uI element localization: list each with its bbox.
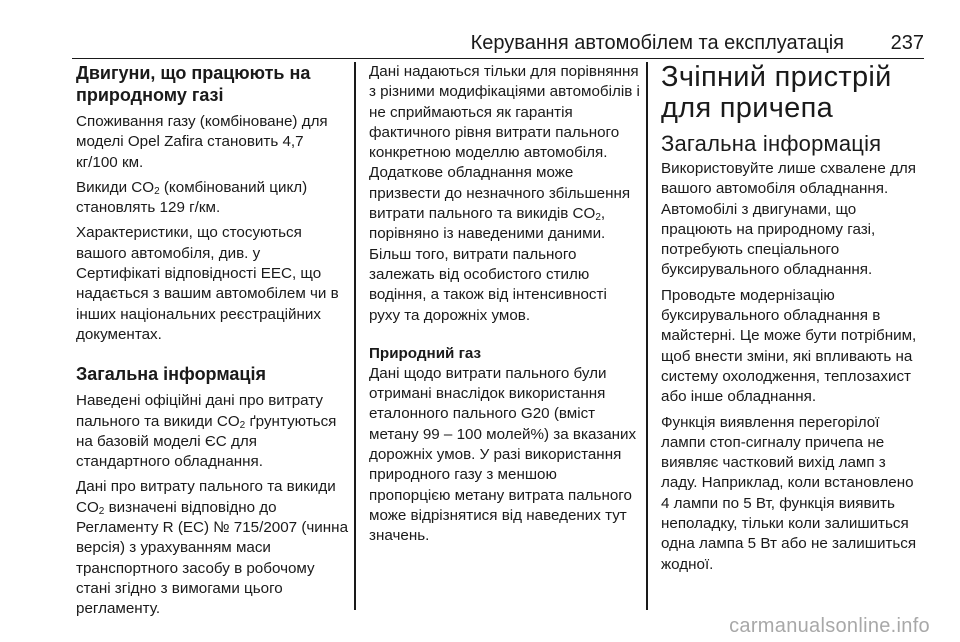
paragraph-comparison-data: Дані надаються тільки для порівняння з різними модифікаціями автомобілів і не сприймаються як гарантія фактичного рівня витрати пального конкретною моделлю автомобіля. Додаткове обладнання може призвести до незначного збільшення витрати пального та викидів $CO_2$, порівняно із наведеними даними. Більш того, витрати пального залежать від особистого стилю водіння, а також від інтенсивності руху та дорожніх умов. bbox=[369, 63, 640, 324]
column-divider-left bbox=[354, 62, 356, 610]
page-header bbox=[72, 0, 924, 59]
column-divider-right bbox=[646, 62, 648, 610]
paragraph-bulb-detection: Функція виявлення перегорілої лампи стоп-сигналу причепа не виявляє частковий вихід ламп з ладу. Наприклад, коли встановлено 4 лампи по 5 Вт, функція виявить неполадку, тільки коли залишиться одна лампа 5 Вт або не залишиться жодної. bbox=[661, 413, 917, 573]
section-heading-gas-engines: Двигуни, що працюють на природному газі bbox=[76, 63, 311, 105]
column-left bbox=[76, 62, 348, 625]
chapter-title-towing: Зчіпний пристрій для причепа bbox=[661, 61, 892, 124]
section-heading-general-info: Загальна інформація bbox=[76, 364, 266, 385]
paragraph-natural-gas: Дані щодо витрати пального були отримані внаслідок використання еталонного пального G20 (вміст метану 99 – 100 молей%) за вказаних дорожніх умов. У разі використання природного газу з меншою пропорцією метану витрата пального може відрізнятися від наведених тут значень. bbox=[369, 364, 637, 545]
paragraph-regulation: Дані про витрату пального та викиди $CO_2$ визначені відповідно до Регламенту R (ЕС) № 715/2007 (чинна версія) з урахуванням маси транспортного засобу в робочому стані згідно з вимогами цього регламенту. bbox=[76, 478, 349, 618]
section-heading-natural-gas: Природний газ bbox=[369, 344, 482, 362]
page-number: 237 bbox=[890, 32, 924, 54]
paragraph-co2-emissions: Викиди $CO_2$ (комбінований цикл) становлять 129 г/км. bbox=[76, 178, 308, 217]
header-title: Керування автомобілем та експлуатація bbox=[470, 32, 844, 54]
column-right bbox=[661, 62, 925, 580]
paragraph-retrofitting: Проводьте модернізацію буксирувального обладнання в майстерні. Це може бути потрібним, щоб внести зміни, які впливають на систему охолодження, теплозахист або інше обладнання. bbox=[661, 286, 917, 406]
paragraph-official-data: Наведені офіційні дані про витрату пального та викиди $CO_2$ ґрунтуються на базовій моделі ЄС для стандартного обладнання. bbox=[76, 392, 337, 471]
section-heading-general-info-towing: Загальна інформація bbox=[661, 131, 882, 156]
watermark-text: carmanualsonline.info bbox=[729, 615, 930, 637]
column-middle bbox=[369, 62, 641, 552]
paragraph-gas-consumption: Споживання газу (комбіноване) для моделі Opel Zafira становить 4,7 кг/100 км. bbox=[76, 113, 328, 171]
paragraph-characteristics: Характеристики, що стосуються вашого автомобіля, див. у Сертифікаті відповідності ЕЕС, що надається з вашим автомобілем чи в інших національних реєстраційних документах. bbox=[76, 224, 339, 343]
paragraph-approved-equipment: Використовуйте лише схвалене для вашого автомобіля обладнання. Автомобілі з двигунами, що працюють на природному газі, потребують спеціального буксирувального обладнання. bbox=[661, 160, 916, 279]
